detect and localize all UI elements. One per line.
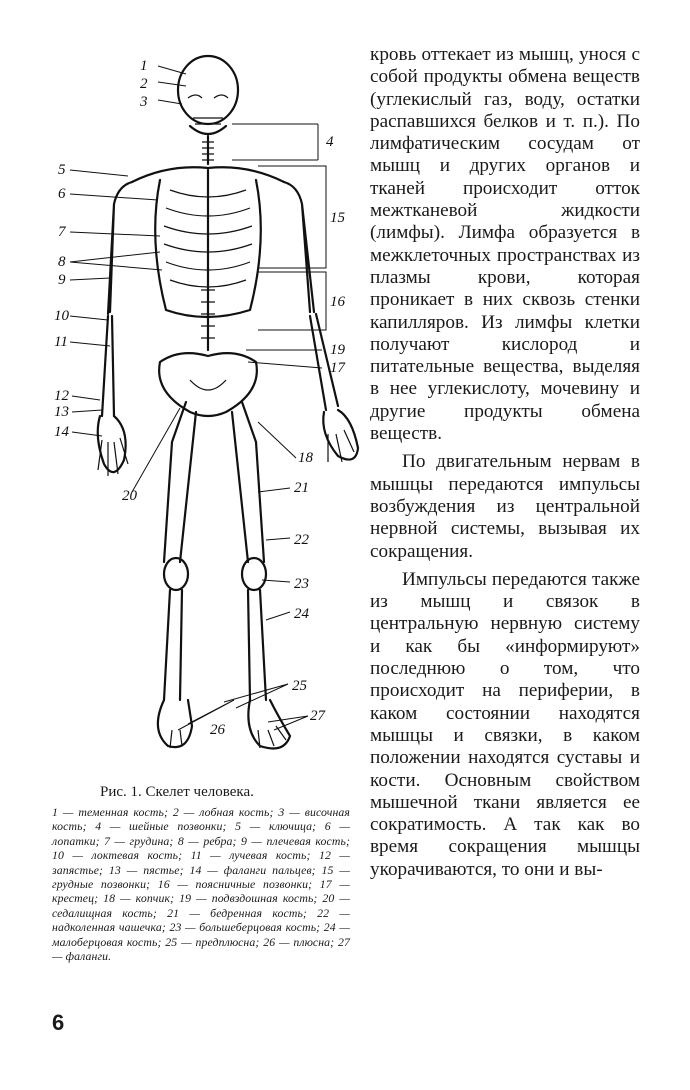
figure-label-16: 16 [330, 294, 345, 310]
figure-label-23: 23 [294, 576, 309, 592]
figure-label-13: 13 [54, 404, 69, 420]
figure-label-27: 27 [310, 708, 325, 724]
figure-label-19: 19 [330, 342, 345, 358]
figure-label-10: 10 [54, 308, 69, 324]
body-paragraph-2: По двигательным нервам в мышцы передаются импульсы возбуждения из центральной нервной системы, вызывая их сокращения. [370, 451, 640, 562]
skeleton-drawing [10, 40, 365, 770]
figure-label-2: 2 [140, 76, 148, 92]
figure-label-7: 7 [58, 224, 66, 240]
figure-label-1: 1 [140, 58, 148, 74]
figure-label-25: 25 [292, 678, 307, 694]
figure-label-9: 9 [58, 272, 66, 288]
figure-label-18: 18 [298, 450, 313, 466]
figure-label-21: 21 [294, 480, 309, 496]
figure-label-3: 3 [140, 94, 148, 110]
figure-label-6: 6 [58, 186, 66, 202]
figure-label-22: 22 [294, 532, 309, 548]
figure-label-17: 17 [330, 360, 345, 376]
body-text-column [370, 44, 640, 881]
figure-label-20: 20 [122, 488, 137, 504]
figure-label-12: 12 [54, 388, 69, 404]
figure-label-24: 24 [294, 606, 309, 622]
figure-label-14: 14 [54, 424, 69, 440]
figure-caption-title: Рис. 1. Скелет человека. [100, 784, 254, 800]
figure-label-11: 11 [54, 334, 68, 350]
skeleton-figure [10, 40, 365, 770]
body-paragraph-3: Импульсы передаются также из мышц и связок в центральную нервную систему и как бы «информируют» последнюю о том, что происходит на периферии, в каком состоянии находятся мышцы и связки, в каком положении находятся суставы и кости. Основным свойством мышечной ткани является ее сократимость. А так как во время сокращения мышцы укорачиваются, то они и вы- [370, 568, 640, 880]
figure-label-4: 4 [326, 134, 334, 150]
figure-caption-legend: 1 — теменная кость; 2 — лобная кость; 3 — височная кость; 4 — шейные позвонки; 5 — ключица; 6 — лопатки; 7 — грудина; 8 — ребра; 9 — плечевая кость; 10 — локтевая кость; 11 — лучевая кость; 12 — запястье; 13 — пястье; 14 — фаланги пальцев; 15 — грудные позвонки; 16 — поясничные позвонки; 17 — крестец; 18 — копчик; 19 — подвздошная кость; 20 — седалищная кость; 21 — бедренная кость; 22 — надколенная чашечка; 23 — большеберцовая кость; 24 — малоберцовая кость; 25 — предплюсна; 26 — плюсна; 27 — фаланги. [52, 805, 350, 964]
figure-label-15: 15 [330, 210, 345, 226]
page-number: 6 [52, 1010, 65, 1035]
figure-label-8: 8 [58, 254, 66, 270]
figure-label-5: 5 [58, 162, 66, 178]
body-paragraph-1: кровь оттекает из мышц, унося с собой продукты обмена веществ (углекислый газ, воду, остатки распавшихся белков и т. п.). По лимфатическим сосудам от мышц и других органов и тканей происходит отток межтканевой жидкости (лимфы). Лимфа образуется в межклеточных пространствах из плазмы крови, которая проникает в них сквозь стенки капилляров. Из лимфы клетки получают кислород и питательные вещества, выделяя в нее углекислоту, мочевину и другие продукты обмена веществ. [370, 44, 640, 445]
figure-label-26: 26 [210, 722, 225, 738]
